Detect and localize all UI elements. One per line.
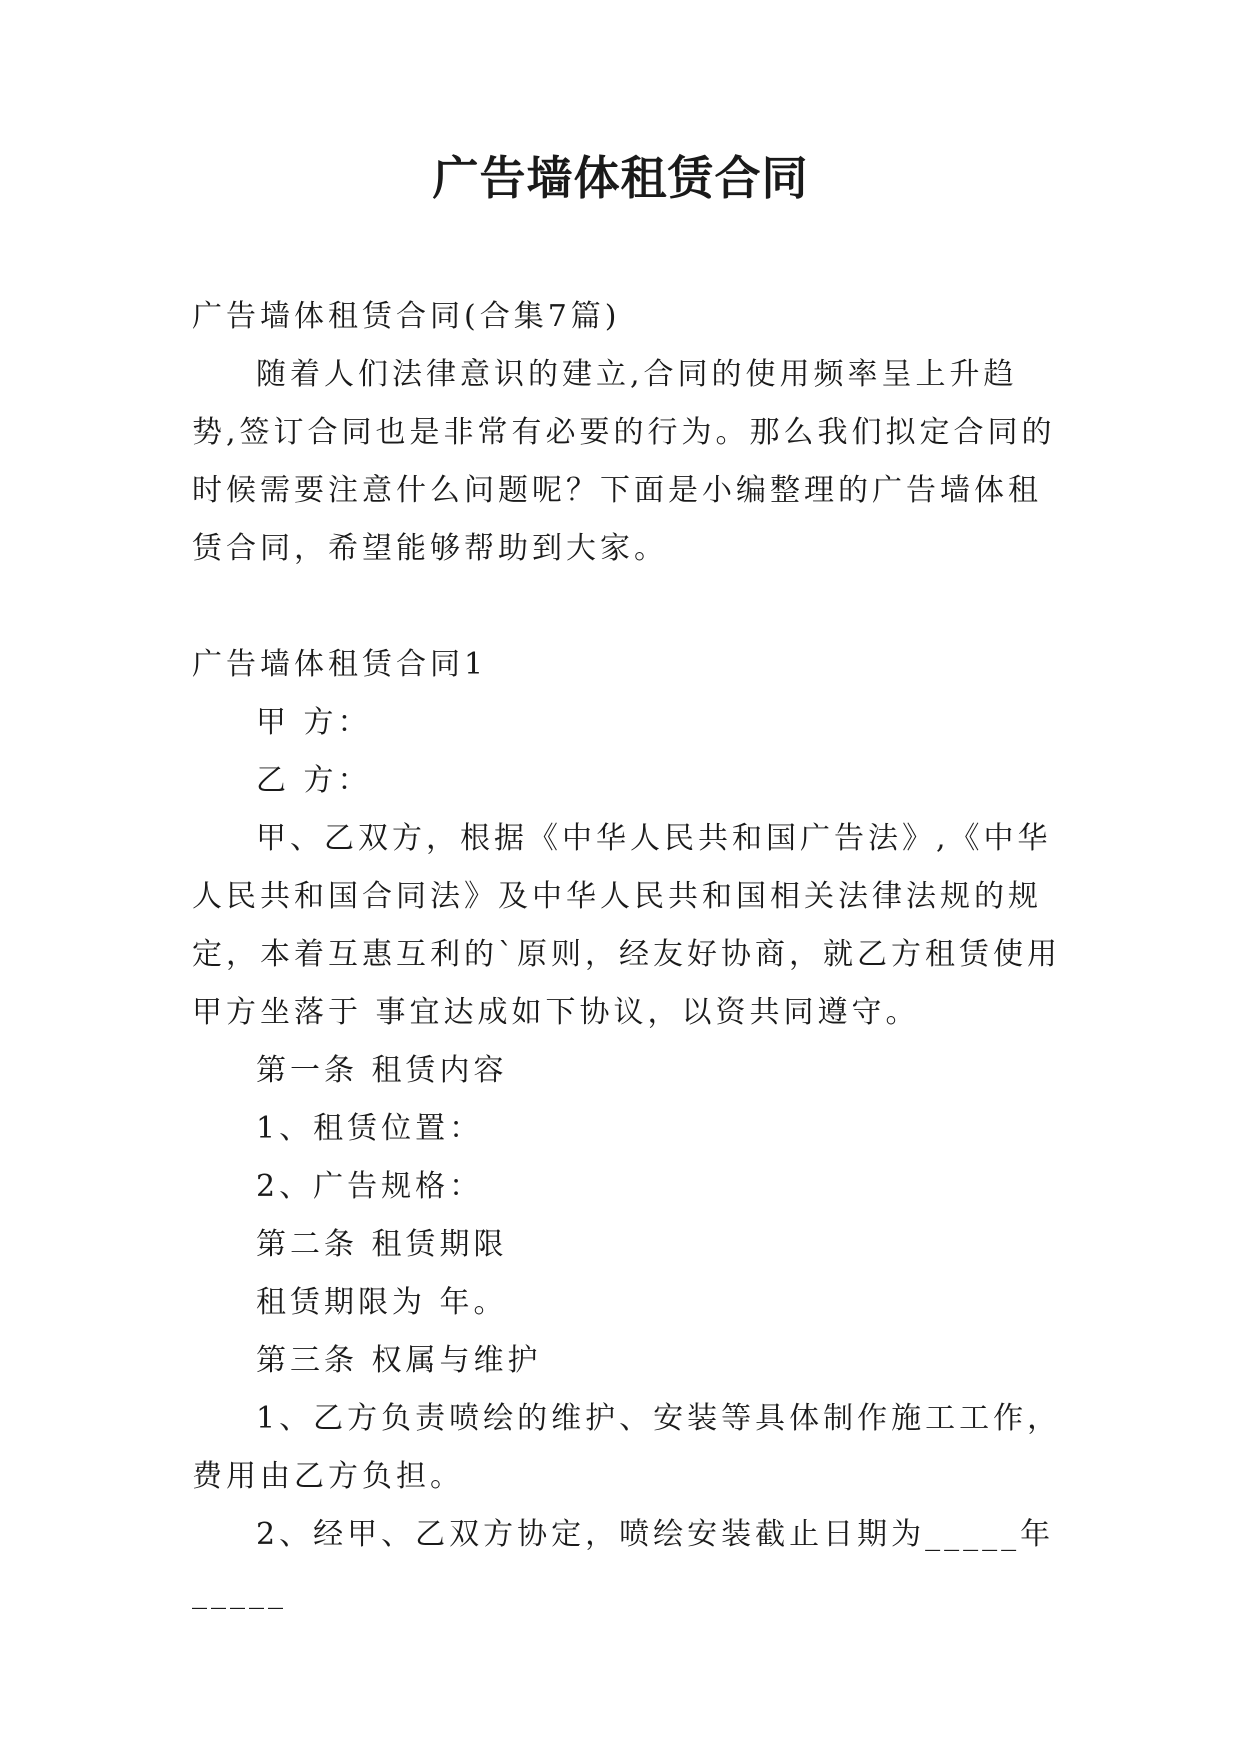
article-1-title: 第一条 租赁内容 [256,1053,508,1088]
article-3-title: 第三条 权属与维护 [256,1343,542,1378]
article-2-title: 第二条 租赁期限 [256,1227,508,1262]
article-1-item-2: 2、广告规格： [256,1169,484,1204]
section-heading: 广告墙体租赁合同1 [192,647,488,682]
intro-paragraph: 随着人们法律意识的建立,合同的使用频率呈上升趋势,签订合同也是非常有必要的行为。那么我们拟定合同的时候需要注意什么问题呢？下面是小编整理的广告墙体租赁合同，希望能够帮助到大家。 [192,357,1056,566]
article-2-text: 租赁期限为 年。 [256,1285,508,1320]
spacer [192,578,1062,636]
article-3-item-1: 1、乙方负责喷绘的维护、安装等具体制作施工工作，费用由乙方负担。 [192,1401,1062,1494]
document-body [192,288,1062,1622]
party-a-line: 甲 方： [256,705,372,740]
preamble-paragraph: 甲、乙双方，根据《中华人民共和国广告法》,《中华人民共和国合同法》及中华人民共和国相关法律法规的规定，本着互惠互利的`原则，经友好协商，就乙方租赁使用甲方坐落于 事宜达成如下协议，以资共同遵守。 [192,821,1061,1030]
document-title: 广告墙体租赁合同 [432,151,809,205]
party-b-line: 乙 方： [256,763,372,798]
document-subtitle: 广告墙体租赁合同(合集7篇) [192,299,621,334]
article-1-item-1: 1、租赁位置： [256,1111,484,1146]
article-3-item-2: 2、经甲、乙双方协定，喷绘安装截止日期为_____年_____ [192,1517,1055,1610]
